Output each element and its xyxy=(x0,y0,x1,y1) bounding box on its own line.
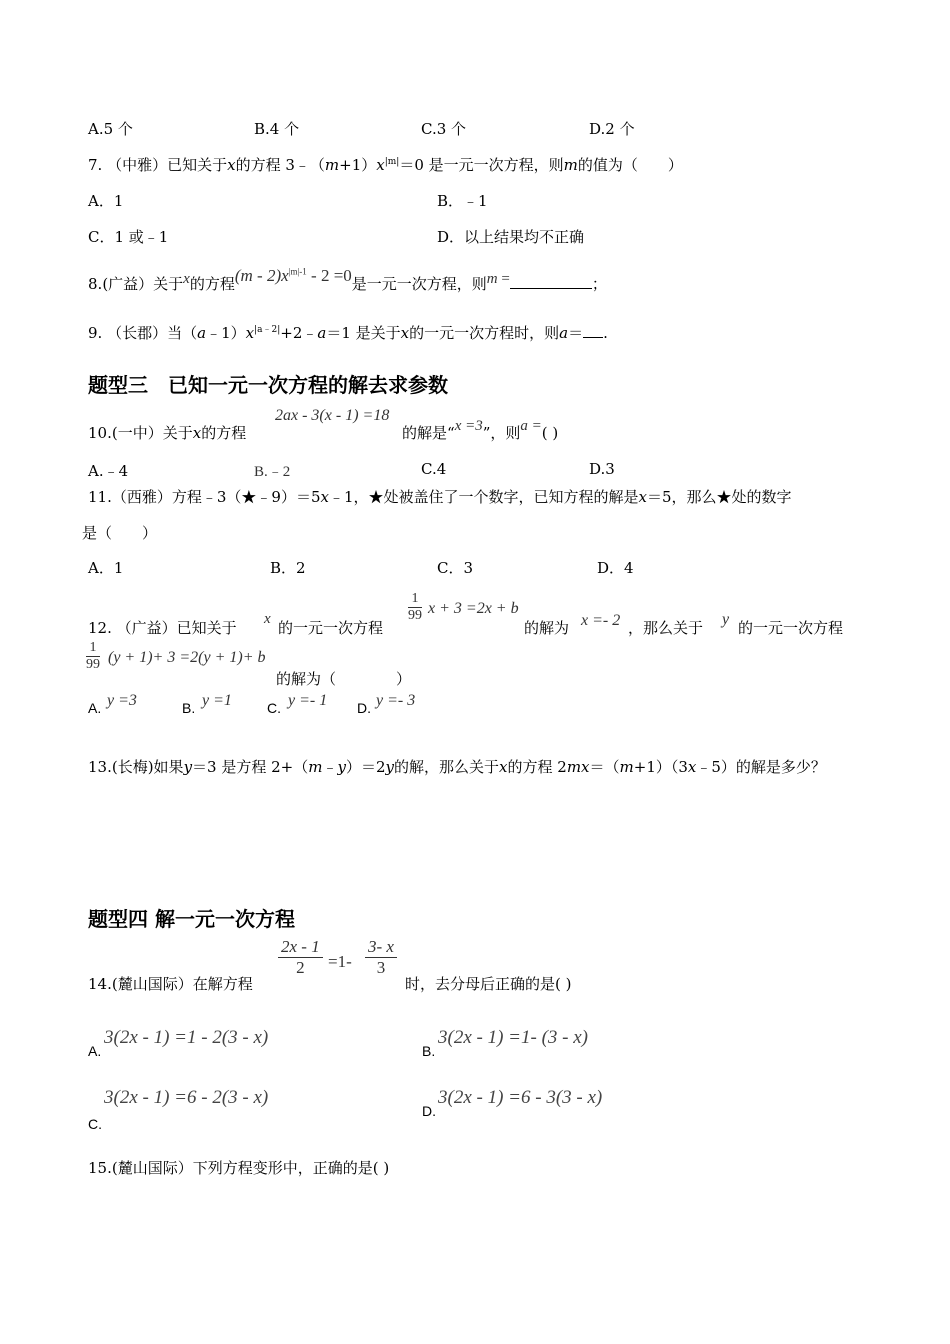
option-b: B.﹣2 xyxy=(254,464,291,480)
option-b: B．﹣1 xyxy=(437,192,488,210)
section-heading: 题型三 已知一元一次方程的解去求参数 xyxy=(88,373,448,397)
option-a: A.5 个 xyxy=(88,120,133,138)
question-11: 11.（西雅）方程﹣3（★﹣9）＝5x﹣1，★处被盖住了一个数字，已知方程的解是x＝5，那么★处的数字 xyxy=(88,488,792,506)
question-12-text: ，那么关于 xyxy=(628,619,704,637)
question-13: 13.(长梅)如果y＝3 是方程 2+（m﹣y）＝2y的解，那么关于x的方程 2mx＝（m+1）（3x﹣5）的解是多少？ xyxy=(88,758,826,776)
variable-x: x xyxy=(264,611,271,627)
question-12-text: 的一元一次方程 xyxy=(738,619,844,637)
option-b-eq: 3(2x - 1) =1- (3 - x) xyxy=(438,1027,588,1048)
option-a: A. xyxy=(88,700,102,716)
option-a: A.﹣4 xyxy=(88,462,129,480)
section-heading: 题型四 解一元一次方程 xyxy=(88,907,295,931)
option-b-eq: y =1 xyxy=(202,692,232,709)
question-10-cont: 的解是“x =3”，则a =( ) xyxy=(402,418,559,442)
question-15: 15.(麓山国际）下列方程变形中，正确的是( ) xyxy=(88,1159,390,1177)
equals: =1- xyxy=(328,952,352,971)
fraction: $\frac{2x - 1}{2}$ xyxy=(278,937,323,978)
equation: x + 3 =2x + b xyxy=(428,600,519,617)
equation: 2ax - 3(x - 1) =18 xyxy=(275,407,390,424)
fraction: $\frac{1}{99}$ xyxy=(86,640,100,672)
option-c: C.3 个 xyxy=(421,120,467,138)
option-c-eq: 3(2x - 1) =6 - 2(3 - x) xyxy=(104,1087,269,1108)
question-10: 10.(一中）关于x的方程 xyxy=(88,424,247,442)
option-d: D. xyxy=(357,700,371,716)
question-8: 8.(广益）关于x的方程$(m - 2)x^{|m|-1} - 2 =0$是一元一次方程，则m = ； xyxy=(88,266,607,293)
option-b: B.4 个 xyxy=(254,120,300,138)
option-b: B．2 xyxy=(270,559,306,577)
option-c: C．3 xyxy=(437,559,474,577)
question-14-text: 时，去分母后正确的是( ) xyxy=(405,975,572,993)
question-12-text: 的解为（ ） xyxy=(276,670,412,688)
option-a-eq: y =3 xyxy=(107,692,137,709)
question-11-cont: 是（ ） xyxy=(82,524,158,542)
equation: (y + 1)+ 3 =2(y + 1)+ b xyxy=(108,649,266,666)
option-d: D．以上结果均不正确 xyxy=(437,228,585,246)
option-c-eq: y =- 1 xyxy=(288,692,328,709)
option-d-eq: y =- 3 xyxy=(376,692,416,709)
option-a: A．1 xyxy=(88,559,124,577)
option-d: D.2 个 xyxy=(589,120,635,138)
option-c: C. xyxy=(88,1116,102,1132)
question-12-text: 的解为 xyxy=(524,619,570,637)
option-a: A．1 xyxy=(88,192,124,210)
fraction: $\frac{3- x}{3}$ xyxy=(365,937,397,978)
option-d: D. xyxy=(422,1103,436,1119)
option-c: C. xyxy=(267,700,281,716)
solution: x =- 2 xyxy=(581,612,621,629)
variable-y: y xyxy=(722,611,730,628)
question-12: 12. （广益）已知关于 xyxy=(88,619,237,637)
option-c: C．1 或﹣1 xyxy=(88,228,169,246)
question-7: 7. （中雅）已知关于x的方程 $3﹣(m+1)x^{|m|}=0$ 是一元一次方程，则m的值为（ ） xyxy=(88,156,683,174)
option-d-eq: 3(2x - 1) =6 - 3(3 - x) xyxy=(438,1087,603,1108)
option-d: D.3 xyxy=(589,460,615,478)
question-14: 14.(麓山国际）在解方程 xyxy=(88,975,253,993)
option-b: B. xyxy=(422,1043,436,1059)
option-b: B. xyxy=(182,700,196,716)
option-c: C.4 xyxy=(421,460,447,478)
option-a-eq: 3(2x - 1) =1 - 2(3 - x) xyxy=(104,1027,269,1048)
fraction: $\frac{1}{99}$ xyxy=(408,591,422,623)
option-d: D．4 xyxy=(597,559,634,577)
question-12-text: 的一元一次方程 xyxy=(278,619,384,637)
option-a: A. xyxy=(88,1043,102,1059)
question-9: 9. （长郡）当$(a﹣1)x^{|a﹣2|}+2﹣a=1$ 是关于x的一元一次方程时，则a＝ . xyxy=(88,324,608,342)
